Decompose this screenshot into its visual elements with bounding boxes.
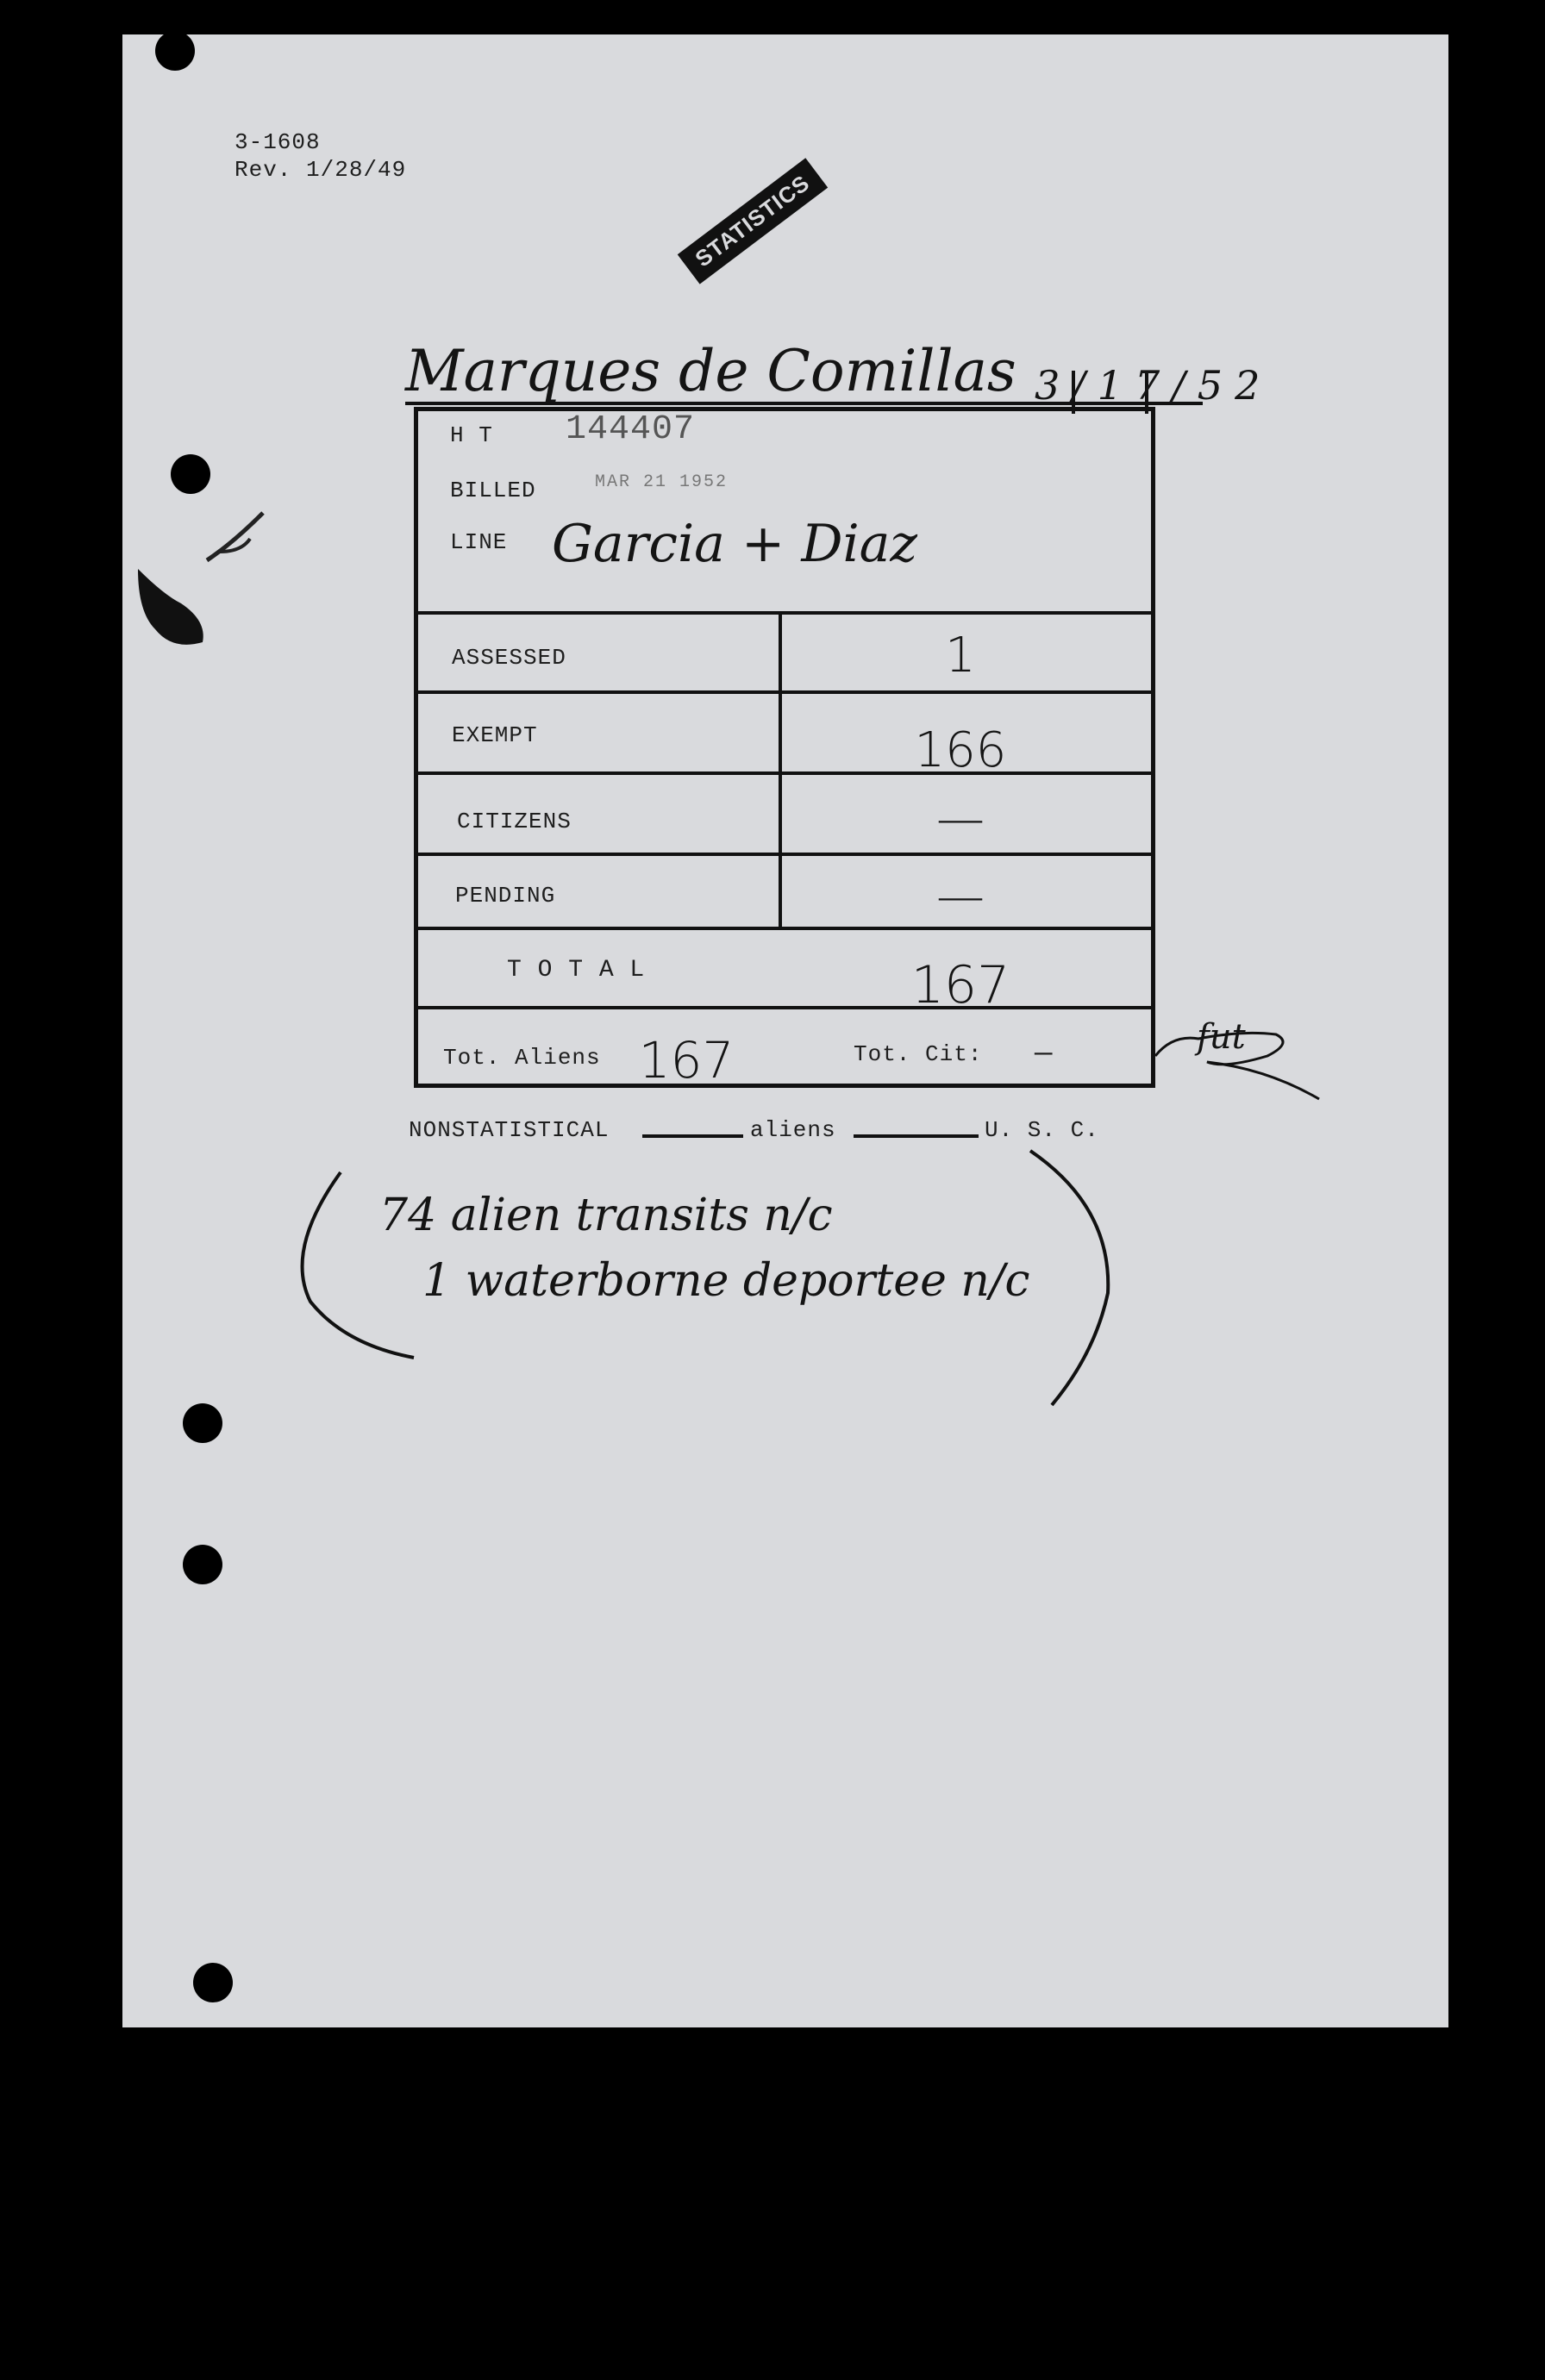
row-label-assessed: ASSESSED — [452, 645, 566, 671]
total-label: T O T A L — [507, 957, 646, 984]
row-label-citizens: CITIZENS — [457, 809, 572, 834]
row-value-exempt: 166 — [914, 722, 1007, 778]
statistics-stamp: STATISTICS — [678, 158, 828, 284]
vessel-name: Marques de Comillas — [405, 338, 1016, 404]
line-label: LINE — [450, 529, 508, 555]
row-label-pending: PENDING — [455, 883, 556, 909]
billed-label: BILLED — [450, 478, 536, 503]
nonstatistical-usc: U. S. C. — [985, 1117, 1099, 1143]
row-value-pending: — — [936, 869, 985, 925]
row-value-citizens: — — [936, 791, 985, 847]
ht-number: 144407 — [566, 410, 696, 449]
inspector-initials: fut — [1197, 1017, 1246, 1057]
nonstatistical-label: NONSTATISTICAL — [409, 1117, 610, 1143]
ht-label: H T — [450, 422, 493, 448]
nonstatistical-aliens: aliens — [750, 1117, 836, 1143]
line-value: Garcia + Diaz — [552, 514, 918, 574]
total-aliens-value: 167 — [638, 1031, 735, 1090]
arrival-date: 3/17/52 — [1035, 362, 1273, 409]
total-aliens-label: Tot. Aliens — [443, 1045, 601, 1071]
billed-date: MAR 21 1952 — [595, 472, 729, 492]
total-value: 167 — [910, 955, 1010, 1015]
row-value-assessed: 1 — [945, 628, 976, 684]
form-number: 3-1608 — [235, 129, 321, 155]
total-cit-label: Tot. Cit: — [854, 1041, 983, 1067]
note-alien-transits: 74 alien transits n/c — [379, 1190, 833, 1241]
row-label-exempt: EXEMPT — [452, 722, 538, 748]
total-cit-value: — — [1035, 1038, 1054, 1071]
note-waterborne-deportee: 1 waterborne deportee n/c — [422, 1255, 1030, 1307]
form-revision: Rev. 1/28/49 — [235, 157, 407, 183]
